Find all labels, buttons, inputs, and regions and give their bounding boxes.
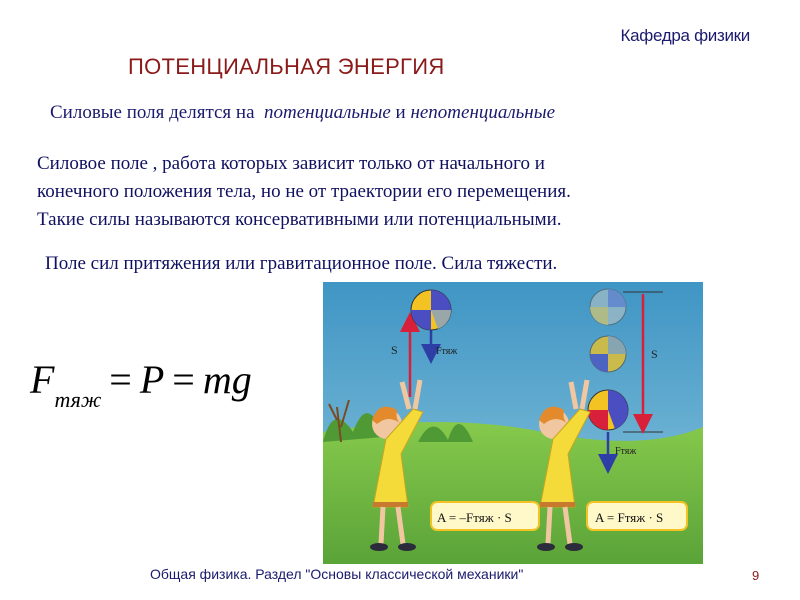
right-s-label: S [651,347,658,361]
definition-paragraph [37,150,737,234]
gravity-caption: Поле сил притяжения или гравитационное поле. Сила тяжести. [45,253,558,274]
left-work-formula: A = –Fтяж · S [437,510,512,525]
right-work-box [587,502,687,530]
fields-intro-prefix: Силовые поля делятся на [50,102,255,123]
right-f-label: Fтяж [615,446,637,457]
potential-term: потенциальные [264,102,391,123]
gravity-formula [30,356,252,412]
nonpotential-term: непотенциальные [410,102,556,123]
department-label: Кафедра физики [620,26,750,45]
definition-line: конечного положения тела, но не от траектории его перемещения. [37,181,571,202]
formula-weight: P [139,357,165,402]
right-ball-faded-middle [590,336,626,372]
left-f-label: Fтяж [436,346,458,357]
right-work-formula: A = Fтяж · S [595,510,664,525]
formula-force-subscript: тяж [54,387,102,412]
footer-text: Общая физика. Раздел "Основы классической механики" [150,566,524,582]
left-s-label: S [391,343,398,357]
formula-equals-1: = [109,357,132,402]
slide-title: ПОТЕНЦИАЛЬНАЯ ЭНЕРГИЯ [128,54,445,79]
fields-intro-conj: и [395,102,406,123]
fields-intro [50,102,555,124]
left-ball [411,290,451,330]
definition-line: Такие силы называются консервативными или потенциальными. [37,209,562,230]
left-work-box [431,502,539,530]
formula-mg: mg [202,357,252,402]
formula-equals-2: = [172,357,195,402]
right-ball-faded-top [590,289,626,325]
page-number: 9 [752,568,760,583]
definition-line: Силовое поле , работа которых зависит только от начального и [37,153,545,174]
gravity-illustration [323,282,703,564]
right-ball [588,390,628,430]
formula-force: F [30,357,55,402]
